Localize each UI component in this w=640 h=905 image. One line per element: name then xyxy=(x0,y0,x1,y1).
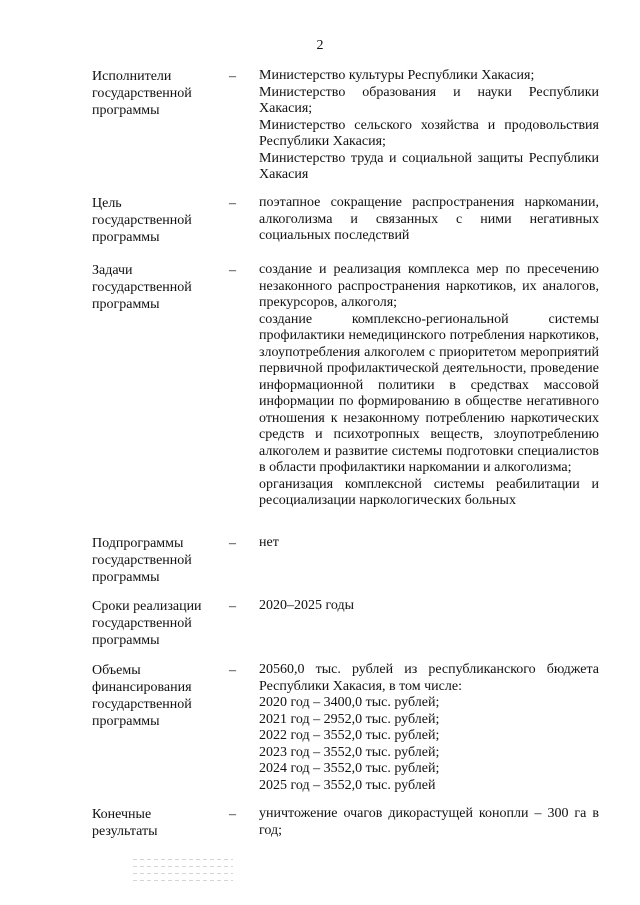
row-dash: – xyxy=(229,196,236,211)
funding-year: 2020 год – 3400,0 тыс. рублей; xyxy=(259,695,440,710)
row-value: нет xyxy=(259,535,279,550)
row-dash: – xyxy=(229,807,236,822)
row-label: Подпрограммы государственной программы xyxy=(92,536,192,585)
row-value: 2020–2025 годы xyxy=(259,598,355,613)
faint-stamp xyxy=(133,853,233,887)
row-label: Конечные результаты xyxy=(92,807,158,839)
row-label: Цель государственной программы xyxy=(92,196,192,245)
row-label: Задачи государственной программы xyxy=(92,263,192,312)
funding-year: 2022 год – 3552,0 тыс. рублей; xyxy=(259,728,440,743)
row-value: Министерство культуры Республики Хакасия; Министерство образования и науки Республики Хакасия; Министерство сельского хозяйства и продовольствия Республики Хакасия; Министерство труда и социальной защиты Республики Хакасия xyxy=(259,68,599,182)
funding-year: 2025 год – 3552,0 тыс. рублей xyxy=(259,777,436,793)
row-dash: – xyxy=(229,69,236,84)
row-label: Объемы финансирования государственной программы xyxy=(92,663,192,729)
row-value: создание и реализация комплекса мер по пресечению незаконного распространения наркотиков, их аналогов, прекурсоров, алкоголя; создание комплексно-региональной системы профилактики немедицинского потребления наркотиков, злоупотребления алкоголем с приоритетом мероприятий первичной профилактической деятельности, проведение информационной политики в средствах массовой информации по формированию в обществе негативного отношения к незаконному потреблению наркотических средств и психотропных веществ, злоупотреблению алкоголем и развитие системы подготовки специалистов в области профилактики наркомании и алкоголизма; организация комплексной системы реабилитации и ресоциализации наркологических больных xyxy=(259,262,599,508)
row-value: поэтапное сокращение распространения наркомании, алкоголизма и связанных с ними негативных социальных последствий xyxy=(259,195,599,243)
row-value: 20560,0 тыс. рублей из республиканского бюджета Республики Хакасия, в том числе: 2020 год – 3400,0 тыс. рублей; 2021 год – 2952,0 тыс. рублей; 2022 год – 3552,0 тыс. рублей; 2023 год – 3552,0 тыс. рублей; 2024 год – 3552,0 тыс. рублей; 2025 год – 3552,0 тыс. рублей xyxy=(259,662,599,793)
funding-year: 2021 год – 2952,0 тыс. рублей; xyxy=(259,711,440,727)
row-dash: – xyxy=(229,536,236,551)
row-dash: – xyxy=(229,599,236,614)
row-dash: – xyxy=(229,663,236,678)
row-label: Исполнители государственной программы xyxy=(92,69,192,118)
funding-year: 2024 год – 3552,0 тыс. рублей; xyxy=(259,761,440,776)
funding-year: 2023 год – 3552,0 тыс. рублей; xyxy=(259,744,440,760)
row-dash: – xyxy=(229,263,236,278)
row-label: Сроки реализации государственной программы xyxy=(92,599,202,648)
row-value: уничтожение очагов дикорастущей конопли – 300 га в год; xyxy=(259,806,599,838)
page-number: 2 xyxy=(316,38,324,53)
